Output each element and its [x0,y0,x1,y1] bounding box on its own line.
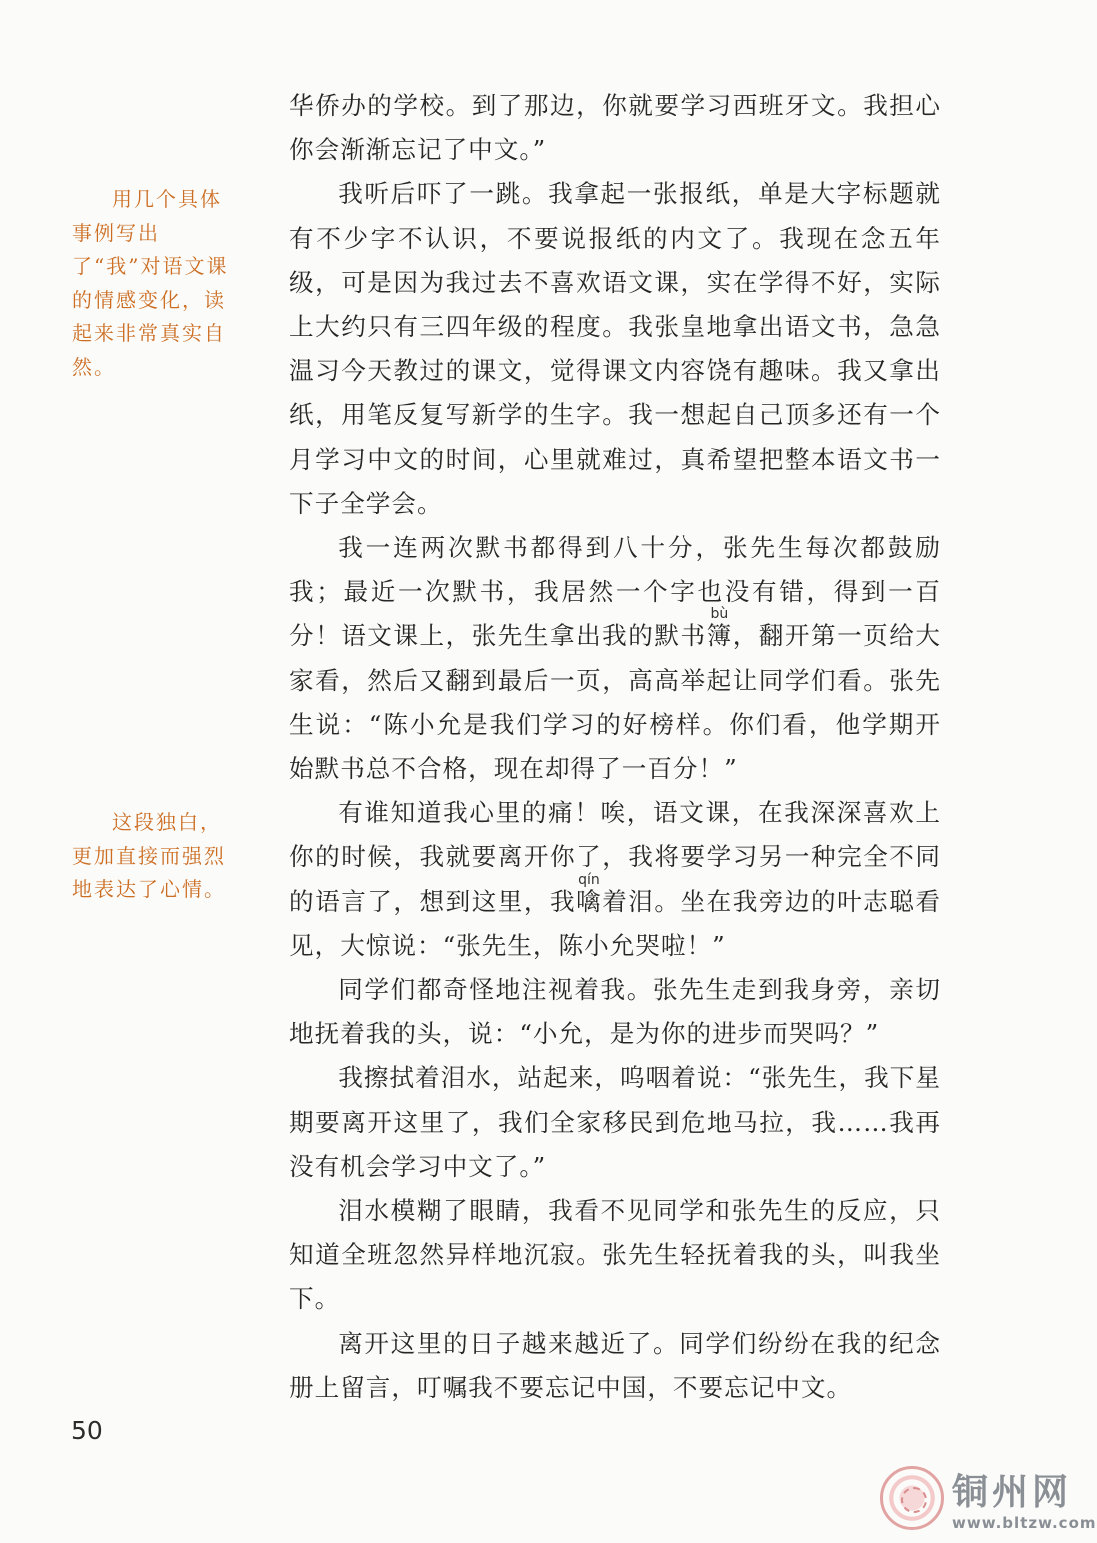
paragraph-3 [289,526,941,791]
paragraph-4-text-before: 有谁知道我心里的痛！唉，语文课，在我深深喜欢上你的时候，我就要离开你了，我将要学习另一种完全不同的语言了，想到这里，我 [289,798,941,916]
paragraph-3-text-after: ，翻开第一页给大家看，然后又翻到最后一页，高高举起让同学们看。张先生说：“陈小允是我们学习的好榜样。你们看，他学期开始默书总不合格，现在却得了一百分！” [289,621,941,784]
margin-note-1 [72,183,232,385]
margin-note-1-text: 用几个具体事例写出了“我”对语文课的情感变化，读起来非常真实自然。 [72,187,229,379]
pinyin-annotation-bu: 簿bù [706,606,733,651]
paragraph-1: 华侨办的学校。到了那边，你就要学习西班牙文。我担心你会渐渐忘记了中文。” [289,91,941,165]
paragraph-7: 泪水模糊了眼睛，我看不见同学和张先生的反应，只知道全班忽然异样地沉寂。张先生轻抚着我的头，叫我坐下。 [289,1196,941,1314]
watermark-site-name: 铜州网 [952,1471,1073,1513]
paragraph-8: 离开这里的日子越来越近了。同学们纷纷在我的纪念册上留言，叮嘱我不要忘记中国，不要忘记中文。 [289,1328,941,1402]
paragraph-6: 我擦拭着泪水，站起来，呜咽着说：“张先生，我下星期要离开这里了，我们全家移民到危地马拉，我……我再没有机会学习中文了。” [289,1063,941,1181]
margin-note-2-text: 这段独白，更加直接而强烈地表达了心情。 [72,810,226,902]
page-number: 50 [71,1416,103,1445]
margin-note-2 [72,806,232,907]
watermark-url: www.bltzw.com [952,1514,1097,1532]
main-text-column [289,84,941,1410]
paragraph-4 [289,791,941,968]
paragraph-3-text-before: 我一连两次默书都得到八十分，张先生每次都鼓励我；最近一次默书，我居然一个字也没有错，得到一百分！语文课上，张先生拿出我的默书 [289,533,941,651]
paragraph-2: 我听后吓了一跳。我拿起一张报纸，单是大字标题就有不少字不认识，不要说报纸的内文了。我现在念五年级，可是因为我过去不喜欢语文课，实在学得不好，实际上大约只有三四年级的程度。我张皇地拿出语文书，急急温习今天教过的课文，觉得课文内容饶有趣味。我又拿出纸，用笔反复写新学的生字。我一想起自己顶多还有一个月学习中文的时间，心里就难过，真希望把整本语文书一下子全学会。 [289,179,941,518]
paragraph-4-text-after: 着泪。坐在我旁边的叶志聪看见，大惊说：“张先生，陈小允哭啦！” [289,886,941,960]
site-watermark [878,1458,1097,1538]
paragraph-5: 同学们都奇怪地注视着我。张先生走到我身旁，亲切地抚着我的头，说：“小允，是为你的进步而哭吗？” [289,975,941,1049]
watermark-logo-icon [880,1466,944,1530]
pinyin-annotation-qin: 噙qín [576,871,603,916]
